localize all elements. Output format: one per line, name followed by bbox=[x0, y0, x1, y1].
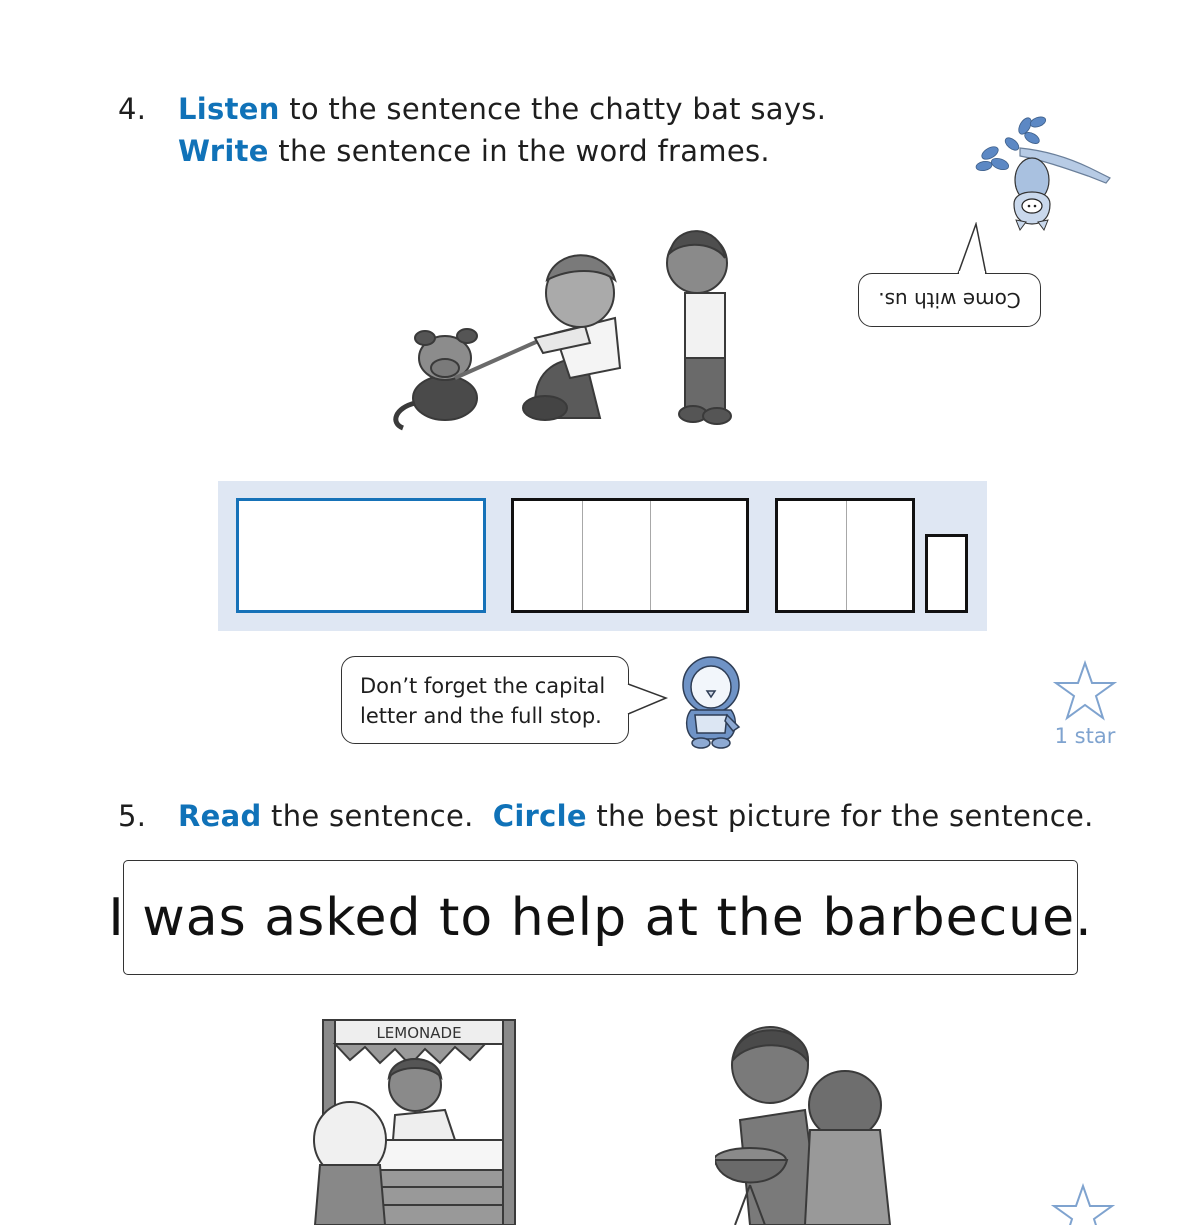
picture-option-barbecue[interactable] bbox=[715, 1020, 905, 1225]
lemonade-sign-text: LEMONADE bbox=[376, 1024, 462, 1042]
star-icon bbox=[1051, 1183, 1115, 1225]
word-frame-1[interactable] bbox=[236, 498, 486, 613]
keyword-listen: Listen bbox=[178, 92, 280, 126]
marks-label: 1 star bbox=[1054, 724, 1116, 748]
letter-divider bbox=[650, 501, 651, 610]
tip-line-2: letter and the full stop. bbox=[360, 704, 602, 728]
question-5-line bbox=[118, 795, 1094, 837]
question-number: 4. bbox=[118, 92, 147, 126]
question-number: 5. bbox=[118, 799, 147, 833]
instruction-text: the sentence. bbox=[261, 799, 493, 833]
keyword-circle: Circle bbox=[492, 799, 587, 833]
keyword-write: Write bbox=[178, 134, 269, 168]
marks-indicator-q5 bbox=[1048, 1183, 1118, 1225]
word-frame-2[interactable] bbox=[511, 498, 749, 613]
letter-divider bbox=[846, 501, 847, 610]
instruction-text: the best picture for the sentence. bbox=[586, 799, 1094, 833]
bat-speech-bubble bbox=[858, 222, 1043, 328]
boy-with-dog-illustration bbox=[385, 218, 740, 438]
question-4-line-2 bbox=[178, 130, 770, 172]
question-4-line-1 bbox=[118, 88, 826, 130]
tip-line-1: Don’t forget the capital bbox=[360, 674, 606, 698]
picture-option-lemonade[interactable] bbox=[305, 1015, 525, 1225]
sentence-box bbox=[108, 860, 1093, 975]
word-frame-3[interactable] bbox=[775, 498, 915, 613]
letter-divider bbox=[582, 501, 583, 610]
punctuation-frame[interactable] bbox=[925, 534, 968, 613]
children-dog-picture bbox=[385, 218, 740, 438]
instruction-text: the sentence in the word frames. bbox=[268, 134, 770, 168]
marks-indicator-q4 bbox=[1045, 660, 1125, 755]
instruction-text: to the sentence the chatty bat says. bbox=[279, 92, 827, 126]
sentence-text: I was asked to help at the barbecue. bbox=[108, 887, 1093, 948]
bat-speech-text: Come with us. bbox=[858, 273, 1041, 327]
keyword-read: Read bbox=[178, 799, 262, 833]
barbecue-picture bbox=[715, 1020, 905, 1225]
penguin-illustration bbox=[673, 655, 753, 750]
speech-bubble-tail-icon bbox=[626, 680, 670, 720]
word-frames-panel bbox=[218, 481, 987, 631]
lemonade-stand-picture bbox=[305, 1015, 525, 1225]
penguin-tip-bubble bbox=[341, 656, 629, 744]
star-icon bbox=[1053, 660, 1117, 722]
penguin-icon bbox=[673, 655, 753, 750]
